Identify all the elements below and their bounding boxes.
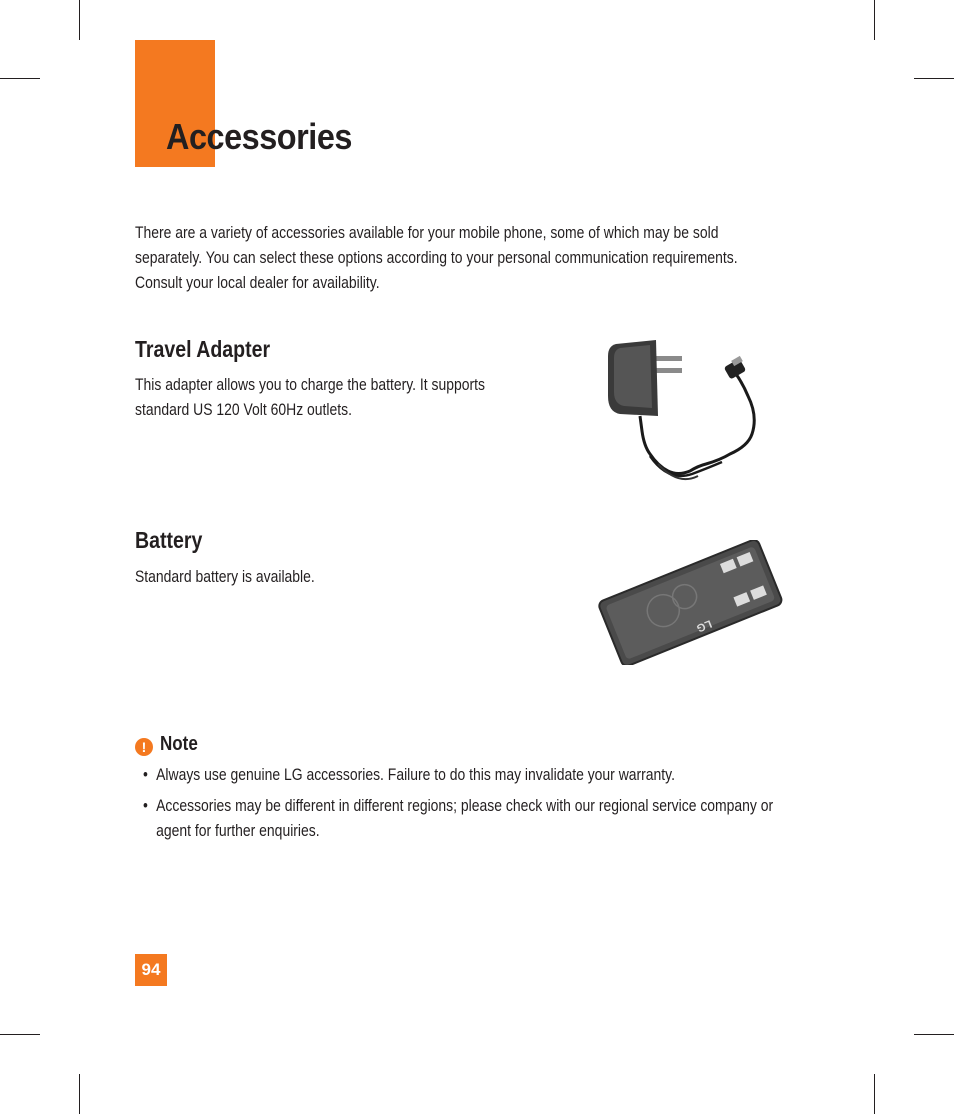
crop-mark: [914, 1034, 954, 1035]
battery-image: [592, 540, 788, 665]
warning-icon: !: [135, 738, 153, 756]
note-heading: Note: [160, 733, 198, 755]
travel-adapter-heading: Travel Adapter: [135, 336, 271, 362]
crop-mark: [79, 0, 80, 40]
note-text: Accessories may be different in different regions; please check with our regional service company or agent for further enquiries.: [156, 796, 774, 840]
bullet: •: [143, 796, 148, 815]
crop-mark: [0, 78, 40, 79]
travel-adapter-description: This adapter allows you to charge the battery. It supports standard US 120 Volt 60Hz outlets.: [135, 375, 485, 419]
crop-mark: [874, 1074, 875, 1114]
page-title: Accessories: [166, 116, 352, 157]
travel-adapter-image: [598, 336, 768, 496]
intro-paragraph: There are a variety of accessories available for your mobile phone, some of which may be sold separately. You can select these options according to your personal communication requirements. Consult your local dealer for availability.: [135, 223, 738, 292]
list-item: [143, 762, 779, 787]
list-item: [143, 793, 779, 843]
crop-mark: [874, 0, 875, 40]
crop-mark: [914, 78, 954, 79]
battery-description: Standard battery is available.: [135, 567, 315, 586]
page-number: 94: [135, 954, 167, 986]
crop-mark: [0, 1034, 40, 1035]
battery-logo: LG: [694, 617, 714, 635]
battery-heading: Battery: [135, 527, 203, 553]
crop-mark: [79, 1074, 80, 1114]
bullet: •: [143, 765, 148, 784]
note-text: Always use genuine LG accessories. Failure to do this may invalidate your warranty.: [156, 765, 675, 784]
note-list: [143, 762, 919, 849]
